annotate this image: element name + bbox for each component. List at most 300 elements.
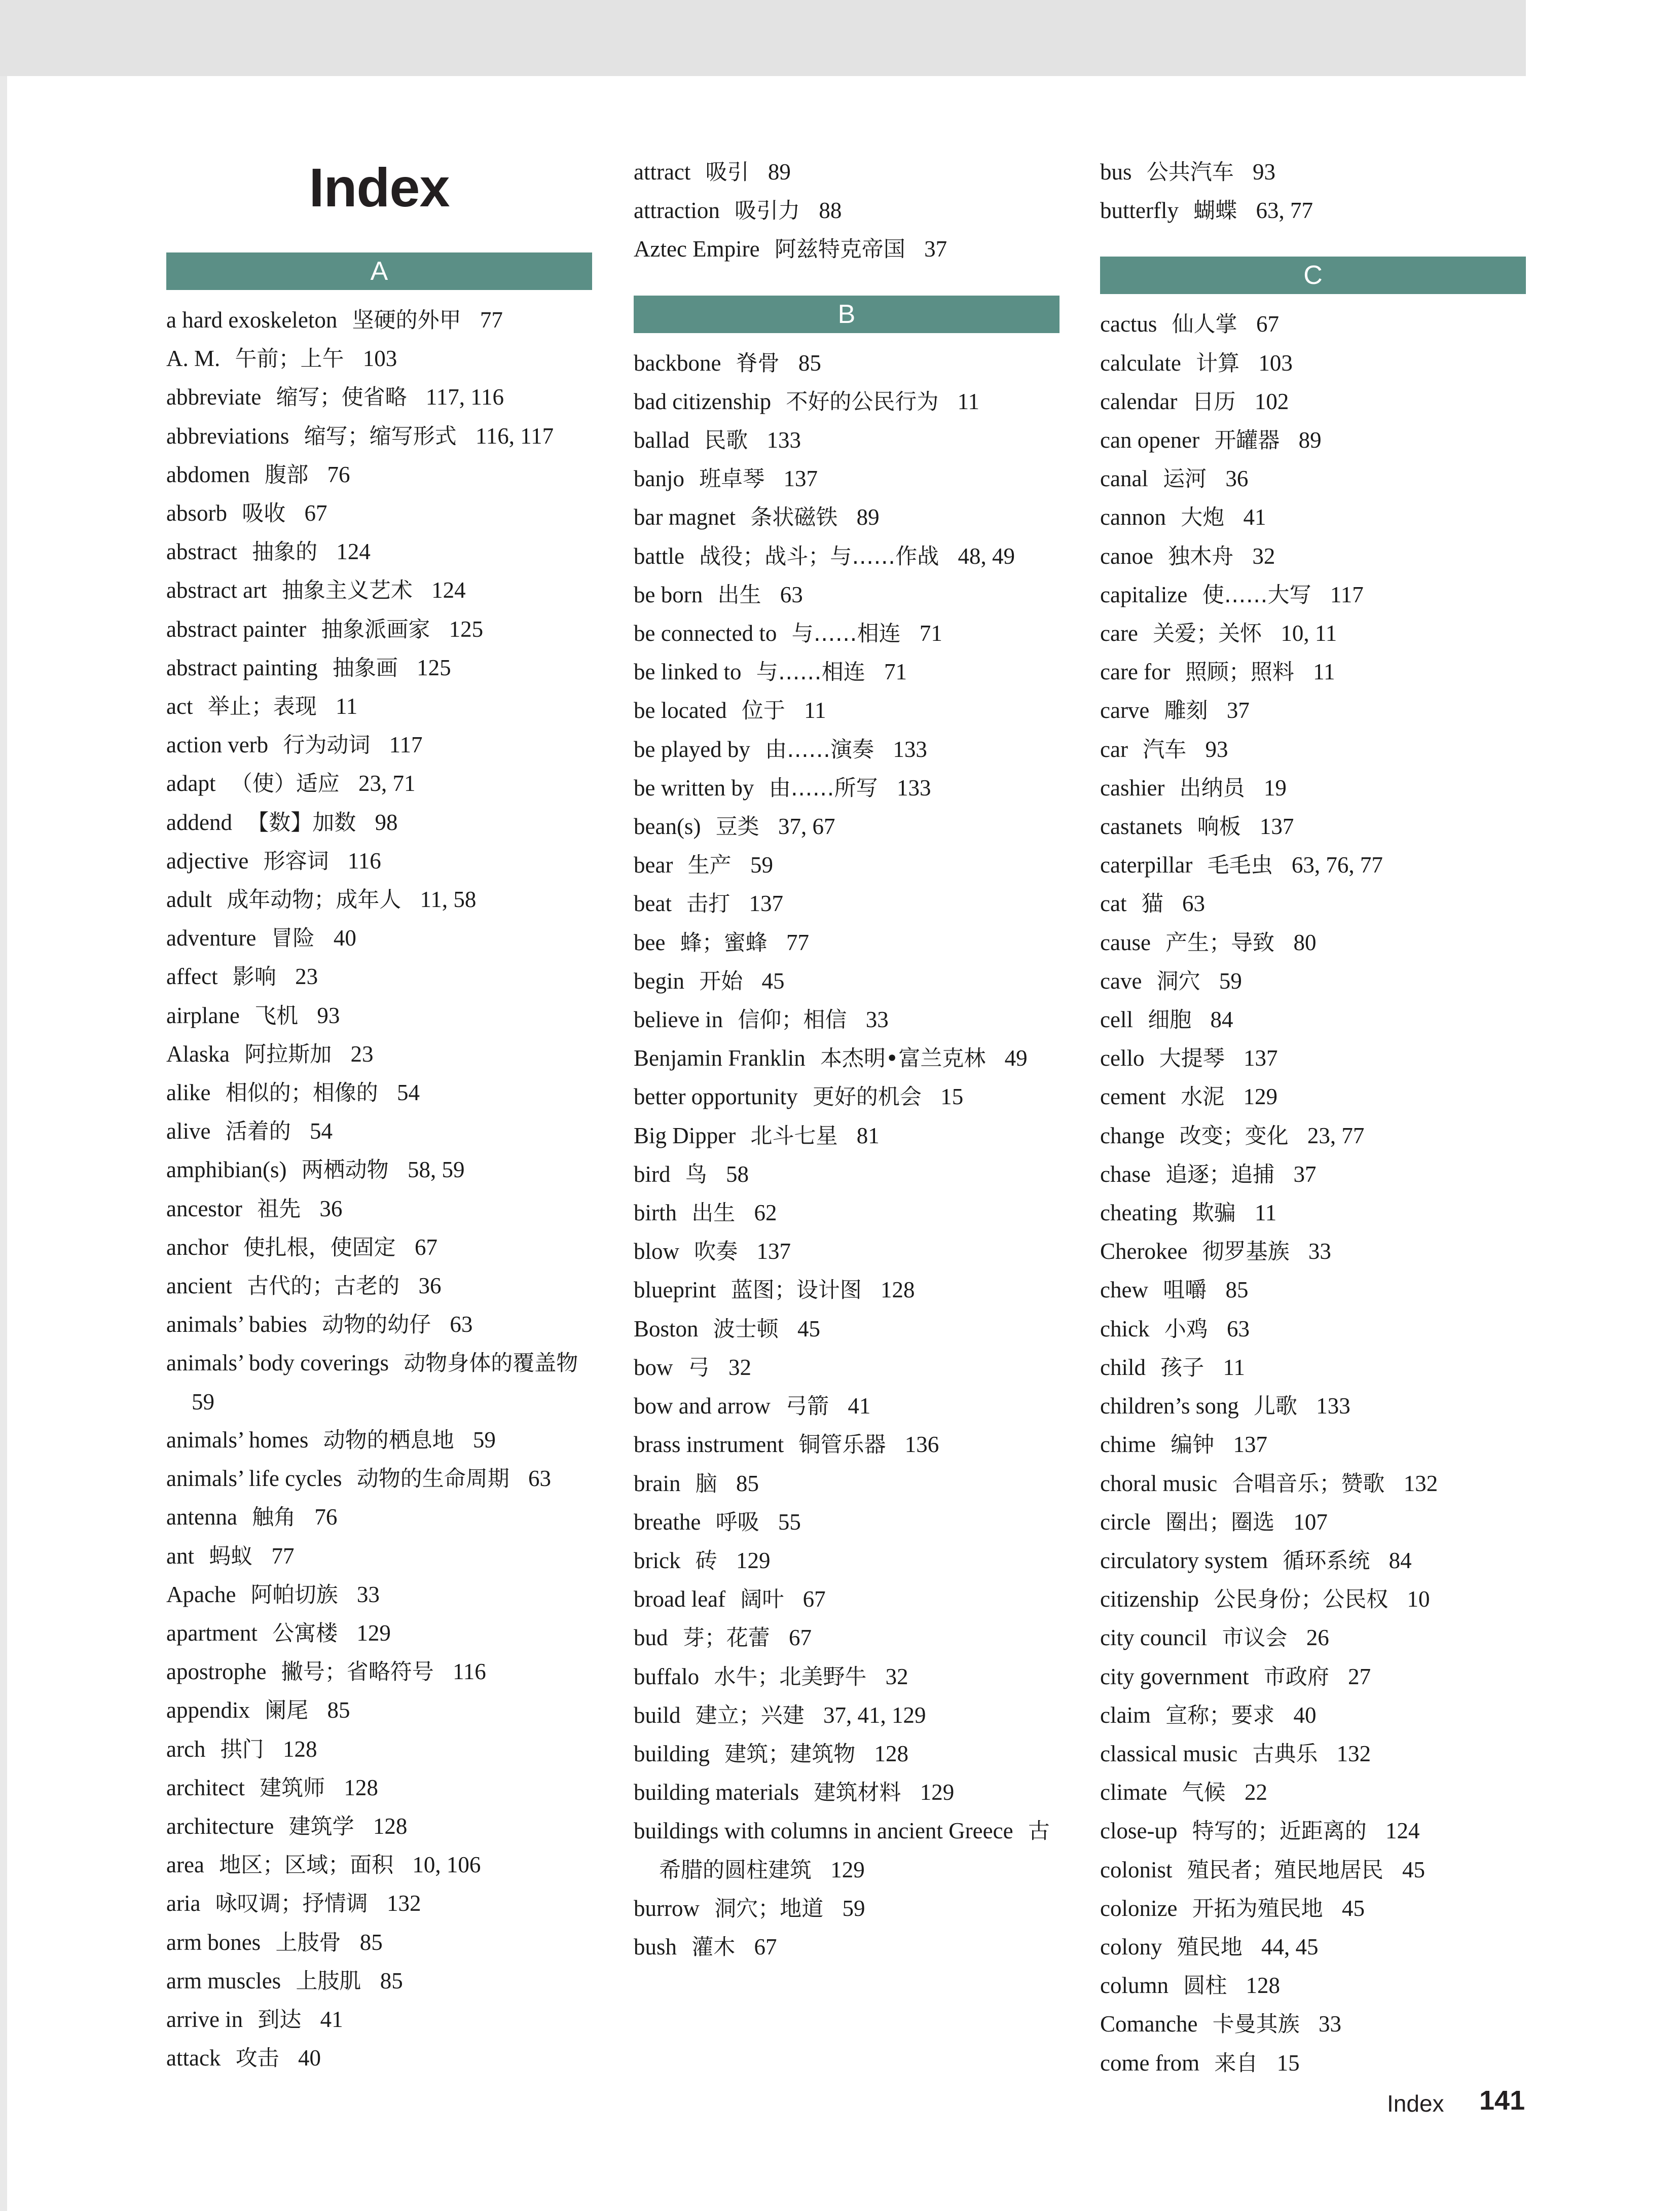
index-page-refs: 40 <box>333 925 356 951</box>
index-translation: 开始 <box>699 968 743 994</box>
index-translation: 祖先 <box>257 1196 301 1222</box>
index-translation: 生产 <box>687 853 732 879</box>
index-entry <box>1100 1658 1526 1696</box>
index-entry <box>634 653 1060 692</box>
index-page-refs: 116 <box>452 1659 486 1685</box>
index-translation: 编钟 <box>1171 1432 1215 1458</box>
index-page-refs: 58 <box>726 1161 749 1187</box>
index-translation: 圆柱 <box>1183 1973 1227 1999</box>
index-entry <box>1100 846 1526 885</box>
index-term: begin <box>634 968 684 994</box>
index-page-refs: 137 <box>749 891 783 917</box>
index-translation: 到达 <box>258 2007 302 2033</box>
index-translation: 特写的；近距离的 <box>1192 1819 1367 1844</box>
index-entry <box>166 919 592 958</box>
index-page-refs: 128 <box>874 1741 909 1766</box>
index-entry <box>1100 731 1526 769</box>
index-page-refs: 125 <box>417 655 451 680</box>
index-page-refs: 117 <box>389 732 423 758</box>
index-term: cat <box>1100 891 1127 917</box>
index-translation: 古代的；古老的 <box>247 1274 400 1299</box>
index-page-refs: 117, 116 <box>425 384 504 410</box>
index-translation: 小鸡 <box>1164 1316 1208 1342</box>
index-entry <box>166 1035 592 1074</box>
index-page-refs: 23 <box>295 964 318 990</box>
index-page-refs: 93 <box>1253 159 1276 185</box>
page-left-edge <box>0 76 7 2211</box>
index-term: anchor <box>166 1234 229 1260</box>
index-term: cheating <box>1100 1200 1178 1226</box>
index-entry <box>634 383 1060 421</box>
index-page-refs: 54 <box>309 1118 333 1144</box>
index-translation: 毛毛虫 <box>1207 853 1273 879</box>
index-translation: 阿拉斯加 <box>244 1041 332 1067</box>
index-page-refs: 102 <box>1254 388 1289 414</box>
index-term: carve <box>1100 698 1150 723</box>
index-page-refs: 137 <box>1259 814 1294 840</box>
index-page-refs: 36 <box>319 1195 343 1221</box>
index-page-refs: 80 <box>1293 929 1317 955</box>
index-term: antenna <box>166 1504 237 1530</box>
index-page-refs: 132 <box>1403 1470 1438 1496</box>
index-page-refs: 37 <box>924 236 947 262</box>
index-page-refs: 88 <box>819 198 842 224</box>
index-translation: 独木舟 <box>1168 543 1234 569</box>
index-translation: 古希腊的圆柱建筑 <box>659 1819 1050 1883</box>
index-term: building <box>634 1741 710 1766</box>
index-page-refs: 85 <box>359 1929 383 1955</box>
index-term: calculate <box>1100 350 1181 376</box>
index-translation: 儿歌 <box>1253 1394 1297 1420</box>
index-translation: 鸟 <box>685 1162 707 1187</box>
index-entry <box>634 1503 1060 1542</box>
index-page-refs: 116, 117 <box>475 423 554 449</box>
index-translation: 洞穴 <box>1156 968 1200 994</box>
index-term: ancestor <box>166 1195 242 1221</box>
index-page-refs: 40 <box>298 2045 321 2071</box>
index-entry <box>166 1576 592 1614</box>
index-translation: 与……相连 <box>756 660 865 685</box>
index-term: absorb <box>166 500 227 526</box>
index-term: area <box>166 1852 204 1878</box>
index-page-refs: 23, 71 <box>358 771 416 796</box>
index-translation: 循环系统 <box>1283 1548 1370 1574</box>
index-entry <box>634 731 1060 769</box>
index-entry <box>166 1074 592 1112</box>
index-page-refs: 55 <box>778 1509 801 1535</box>
index-translation: 阿兹特克帝国 <box>774 237 905 263</box>
index-page-refs: 85 <box>327 1697 350 1723</box>
index-entry <box>166 1962 592 2001</box>
index-page-refs: 137 <box>1243 1045 1278 1071</box>
index-entry <box>1100 1619 1526 1657</box>
index-entry <box>634 460 1060 498</box>
index-term: cashier <box>1100 775 1165 801</box>
index-term: column <box>1100 1973 1168 1999</box>
index-column-3 <box>1100 153 1526 2083</box>
top-margin-band <box>0 0 1526 76</box>
index-page-refs: 89 <box>1298 427 1322 453</box>
index-page-refs: 10 <box>1407 1586 1430 1612</box>
index-page-refs: 107 <box>1293 1509 1328 1535</box>
index-term: canal <box>1100 466 1148 492</box>
index-page-refs: 103 <box>1258 350 1293 376</box>
index-term: apostrophe <box>166 1659 267 1685</box>
index-term: climate <box>1100 1780 1167 1805</box>
index-page-refs: 71 <box>884 659 907 685</box>
index-translation: 蝴蝶 <box>1193 198 1237 224</box>
index-translation: 市议会 <box>1222 1625 1288 1651</box>
index-translation: 洞穴；地道 <box>714 1896 824 1922</box>
index-page-refs: 33 <box>356 1581 380 1607</box>
index-translation: 动物的幼仔 <box>322 1312 431 1338</box>
index-entry <box>1100 1580 1526 1619</box>
index-entry <box>1100 1271 1526 1310</box>
index-column-1 <box>166 252 592 2078</box>
index-entry <box>1100 885 1526 923</box>
index-page-refs: 76 <box>327 461 350 487</box>
index-translation: 产生；导致 <box>1165 930 1275 956</box>
index-translation: 水泥 <box>1181 1084 1225 1110</box>
index-entry <box>166 726 592 765</box>
index-term: can opener <box>1100 427 1200 453</box>
index-page-refs: 11 <box>335 694 358 719</box>
index-term: bad citizenship <box>634 388 772 414</box>
index-translation: 地区；区域；面积 <box>219 1853 394 1878</box>
index-term: buffalo <box>634 1663 700 1689</box>
index-page-refs: 22 <box>1244 1780 1267 1805</box>
index-translation: 两栖动物 <box>301 1157 389 1183</box>
index-term: abbreviations <box>166 423 289 449</box>
index-term: birth <box>634 1200 677 1226</box>
index-page-refs: 93 <box>317 1002 340 1028</box>
index-page-refs: 45 <box>1402 1857 1425 1882</box>
index-entry <box>634 808 1060 846</box>
index-term: abdomen <box>166 461 250 487</box>
index-term: city council <box>1100 1625 1208 1651</box>
index-entry <box>1100 537 1526 576</box>
index-entry <box>634 1387 1060 1426</box>
index-term: bus <box>1100 159 1132 185</box>
index-page-refs: 103 <box>362 346 397 372</box>
index-entry <box>1100 769 1526 808</box>
index-translation: 蜂；蜜蜂 <box>680 930 768 956</box>
index-translation: 抽象派画家 <box>321 617 430 642</box>
index-term: butterfly <box>1100 198 1179 224</box>
index-translation: 吹奏 <box>694 1239 738 1265</box>
index-entry <box>1100 2005 1526 2044</box>
index-entry <box>634 614 1060 653</box>
index-term: change <box>1100 1122 1165 1148</box>
index-term: caterpillar <box>1100 852 1193 878</box>
index-term: cactus <box>1100 311 1157 337</box>
index-term: colonize <box>1100 1895 1178 1921</box>
index-entry <box>166 1151 592 1189</box>
index-term: adapt <box>166 771 216 796</box>
index-entry <box>634 1696 1060 1735</box>
index-page-refs: 63, 77 <box>1256 198 1313 224</box>
index-page-refs: 124 <box>1385 1818 1420 1844</box>
index-translation: 吸引力 <box>735 198 800 224</box>
index-page-refs: 41 <box>848 1393 871 1419</box>
index-entry <box>634 1194 1060 1233</box>
index-entry <box>166 1228 592 1267</box>
index-translation: 出生 <box>717 582 761 608</box>
index-entry <box>634 1078 1060 1116</box>
index-page-refs: 15 <box>1276 2050 1300 2076</box>
index-term: cell <box>1100 1007 1133 1033</box>
index-term: alike <box>166 1080 211 1106</box>
index-entry <box>166 533 592 571</box>
index-translation: 开拓为殖民地 <box>1192 1896 1323 1922</box>
index-column-2 <box>634 153 1060 1967</box>
index-page-refs: 27 <box>1348 1663 1371 1689</box>
index-page-refs: 11 <box>1313 659 1335 685</box>
index-term: attract <box>634 159 691 185</box>
index-term: aria <box>166 1891 201 1916</box>
index-translation: 合唱音乐；赞歌 <box>1232 1471 1385 1497</box>
index-page-refs: 128 <box>282 1736 317 1762</box>
index-entry <box>634 537 1060 576</box>
index-entry <box>166 765 592 803</box>
index-translation: 坚硬的外甲 <box>352 308 461 333</box>
index-entry <box>166 1460 592 1498</box>
index-entry <box>1100 1812 1526 1851</box>
index-translation: 气候 <box>1182 1780 1226 1806</box>
index-term: adult <box>166 887 212 913</box>
index-page-refs: 129 <box>356 1620 391 1646</box>
index-term: cause <box>1100 929 1151 955</box>
index-translation: 击打 <box>686 891 731 917</box>
index-translation: 与……相连 <box>791 621 901 647</box>
index-translation: 雕刻 <box>1164 698 1208 724</box>
index-term: circle <box>1100 1509 1151 1535</box>
index-entry <box>1100 1890 1526 1928</box>
index-page-refs: 33 <box>1318 2011 1341 2037</box>
index-term: cello <box>1100 1045 1145 1071</box>
index-page-refs: 124 <box>336 539 371 565</box>
entry-list-b-continued <box>1100 153 1526 230</box>
index-term: broad leaf <box>634 1586 726 1612</box>
index-translation: 孩子 <box>1160 1355 1204 1381</box>
index-page-refs: 137 <box>756 1239 791 1264</box>
index-page-refs: 45 <box>1341 1895 1365 1921</box>
index-translation: 蓝图；设计图 <box>731 1278 862 1303</box>
index-entry <box>1100 1078 1526 1116</box>
index-term: better opportunity <box>634 1084 798 1110</box>
index-page-refs: 128 <box>373 1813 408 1839</box>
index-entry <box>166 301 592 340</box>
index-page-refs: 129 <box>1243 1084 1277 1110</box>
index-page-refs: 59 <box>750 852 773 878</box>
index-entry <box>634 846 1060 885</box>
index-page-refs: 129 <box>830 1857 865 1882</box>
index-entry <box>166 2001 592 2039</box>
index-term: A. M. <box>166 346 221 372</box>
index-entry <box>1100 1967 1526 2005</box>
index-translation: 不好的公民行为 <box>786 389 939 415</box>
index-page-refs: 129 <box>736 1547 771 1573</box>
index-page-refs: 62 <box>754 1200 777 1226</box>
entry-list-c <box>1100 305 1526 2082</box>
index-page-refs: 59 <box>1219 968 1242 994</box>
index-page-refs: 10, 106 <box>412 1852 481 1878</box>
index-translation: 战役；战斗；与……作战 <box>699 543 939 569</box>
index-term: car <box>1100 736 1128 762</box>
index-translation: 豆类 <box>715 814 759 840</box>
index-translation: 圈出；圈选 <box>1165 1509 1275 1535</box>
index-term: abstract painter <box>166 616 307 642</box>
index-page-refs: 32 <box>885 1663 908 1689</box>
index-page-refs: 63 <box>1226 1316 1250 1342</box>
index-translation: 由……演奏 <box>765 737 874 763</box>
index-entry <box>166 1691 592 1730</box>
index-translation: 相似的；相像的 <box>225 1080 378 1106</box>
index-translation: 灌木 <box>691 1934 736 1960</box>
index-entry <box>1100 498 1526 537</box>
index-entry <box>1100 1773 1526 1812</box>
index-translation: 使扎根，使固定 <box>243 1235 396 1260</box>
index-translation: 更好的机会 <box>812 1084 922 1110</box>
index-entry <box>1100 614 1526 653</box>
index-entry <box>634 153 1060 192</box>
index-translation: 形容词 <box>263 848 329 874</box>
index-page-refs: 136 <box>904 1432 939 1458</box>
footer-label: Index <box>1387 2090 1444 2117</box>
index-translation: 建筑材料 <box>814 1780 901 1806</box>
index-page-refs: 77 <box>271 1543 295 1569</box>
index-entry <box>634 1928 1060 1967</box>
index-page-refs: 63 <box>450 1312 473 1337</box>
index-entry <box>1100 808 1526 846</box>
index-entry <box>1100 153 1526 192</box>
index-entry <box>634 1271 1060 1310</box>
index-term: come from <box>1100 2050 1200 2076</box>
index-term: buildings with columns in ancient Greece <box>634 1818 1013 1844</box>
index-translation: 日历 <box>1192 389 1236 415</box>
index-entry <box>1100 1117 1526 1155</box>
entry-list-a <box>166 301 592 2078</box>
index-page-refs: 19 <box>1263 775 1287 801</box>
index-entry <box>166 1112 592 1151</box>
index-entry <box>1100 421 1526 460</box>
index-term: be born <box>634 582 703 607</box>
index-translation: 仙人掌 <box>1172 312 1237 338</box>
index-translation: 抽象的 <box>252 539 318 565</box>
index-term: be written by <box>634 775 754 801</box>
index-term: child <box>1100 1354 1146 1380</box>
index-term: Aztec Empire <box>634 236 760 262</box>
index-translation: 触角 <box>252 1505 296 1531</box>
index-term: capitalize <box>1100 582 1188 607</box>
index-term: architect <box>166 1774 245 1800</box>
index-translation: 北斗七星 <box>750 1123 838 1149</box>
index-page-refs: 11 <box>957 388 980 414</box>
index-entry <box>166 881 592 919</box>
index-term: affect <box>166 964 218 990</box>
index-page-refs: 54 <box>396 1080 420 1106</box>
index-page-refs: 63 <box>528 1466 552 1492</box>
index-translation: 建筑学 <box>288 1814 354 1839</box>
index-translation: 飞机 <box>254 1003 299 1029</box>
index-page-refs: 11 <box>804 698 826 723</box>
index-term: brain <box>634 1470 681 1496</box>
index-entry <box>634 192 1060 230</box>
index-translation: 殖民者；殖民地居民 <box>1187 1857 1383 1883</box>
index-page-refs: 45 <box>761 968 785 994</box>
index-translation: 冒险 <box>271 926 315 952</box>
page-number: 141 <box>1479 2085 1525 2116</box>
index-term: be played by <box>634 736 750 762</box>
index-term: bow <box>634 1354 673 1380</box>
index-page-refs: 67 <box>789 1625 812 1651</box>
index-term: adjective <box>166 848 249 874</box>
index-translation: 由……所写 <box>769 775 878 801</box>
index-entry <box>1100 1039 1526 1078</box>
index-page-refs: 67 <box>414 1234 437 1260</box>
index-translation: 活着的 <box>225 1119 291 1145</box>
index-translation: 抽象画 <box>332 655 398 681</box>
index-translation: 细胞 <box>1148 1007 1192 1033</box>
index-translation: 腹部 <box>265 462 309 488</box>
index-page-refs: 59 <box>842 1895 865 1921</box>
index-translation: 彻罗基族 <box>1202 1239 1290 1265</box>
index-translation: 古典乐 <box>1252 1741 1318 1767</box>
index-translation: 猫 <box>1141 891 1163 917</box>
index-translation: （使）适应 <box>230 771 340 797</box>
index-term: arm muscles <box>166 1968 281 1993</box>
index-entry <box>166 1614 592 1653</box>
index-translation: 铜管乐器 <box>798 1432 886 1458</box>
index-page-refs: 67 <box>304 500 327 526</box>
index-page-refs: 133 <box>766 427 801 453</box>
index-entry <box>1100 344 1526 383</box>
index-entry <box>634 1233 1060 1271</box>
index-entry <box>1100 962 1526 1001</box>
index-translation: 关爱；关怀 <box>1153 621 1262 647</box>
index-page-refs: 37, 67 <box>778 814 835 840</box>
index-entry <box>1100 460 1526 498</box>
index-page-refs: 59 <box>472 1427 496 1453</box>
index-page-refs: 77 <box>786 929 809 955</box>
index-translation: 阑尾 <box>265 1698 309 1724</box>
index-page-refs: 37 <box>1226 698 1250 723</box>
index-term: children’s song <box>1100 1393 1239 1419</box>
index-term: ancient <box>166 1273 232 1299</box>
index-entry <box>634 230 1060 269</box>
index-entry <box>166 958 592 996</box>
index-entry <box>634 1812 1060 1889</box>
index-page-refs: 33 <box>1308 1239 1331 1264</box>
index-translation: 举止；表现 <box>207 694 317 720</box>
index-entry <box>166 804 592 842</box>
index-entry <box>1100 1503 1526 1542</box>
index-term: arrive in <box>166 2006 243 2032</box>
index-entry <box>634 1117 1060 1155</box>
index-page-refs: 44, 45 <box>1261 1934 1319 1960</box>
index-term: classical music <box>1100 1741 1238 1766</box>
index-translation: 弓 <box>687 1355 710 1381</box>
index-term: claim <box>1100 1702 1151 1728</box>
index-entry <box>634 769 1060 808</box>
index-translation: 抽象主义艺术 <box>281 578 413 604</box>
index-entry <box>166 378 592 417</box>
index-term: arm bones <box>166 1929 261 1955</box>
index-page-refs: 128 <box>880 1277 915 1303</box>
index-entry <box>634 1349 1060 1387</box>
index-term: amphibian(s) <box>166 1157 287 1183</box>
index-translation: 开罐器 <box>1214 428 1280 454</box>
